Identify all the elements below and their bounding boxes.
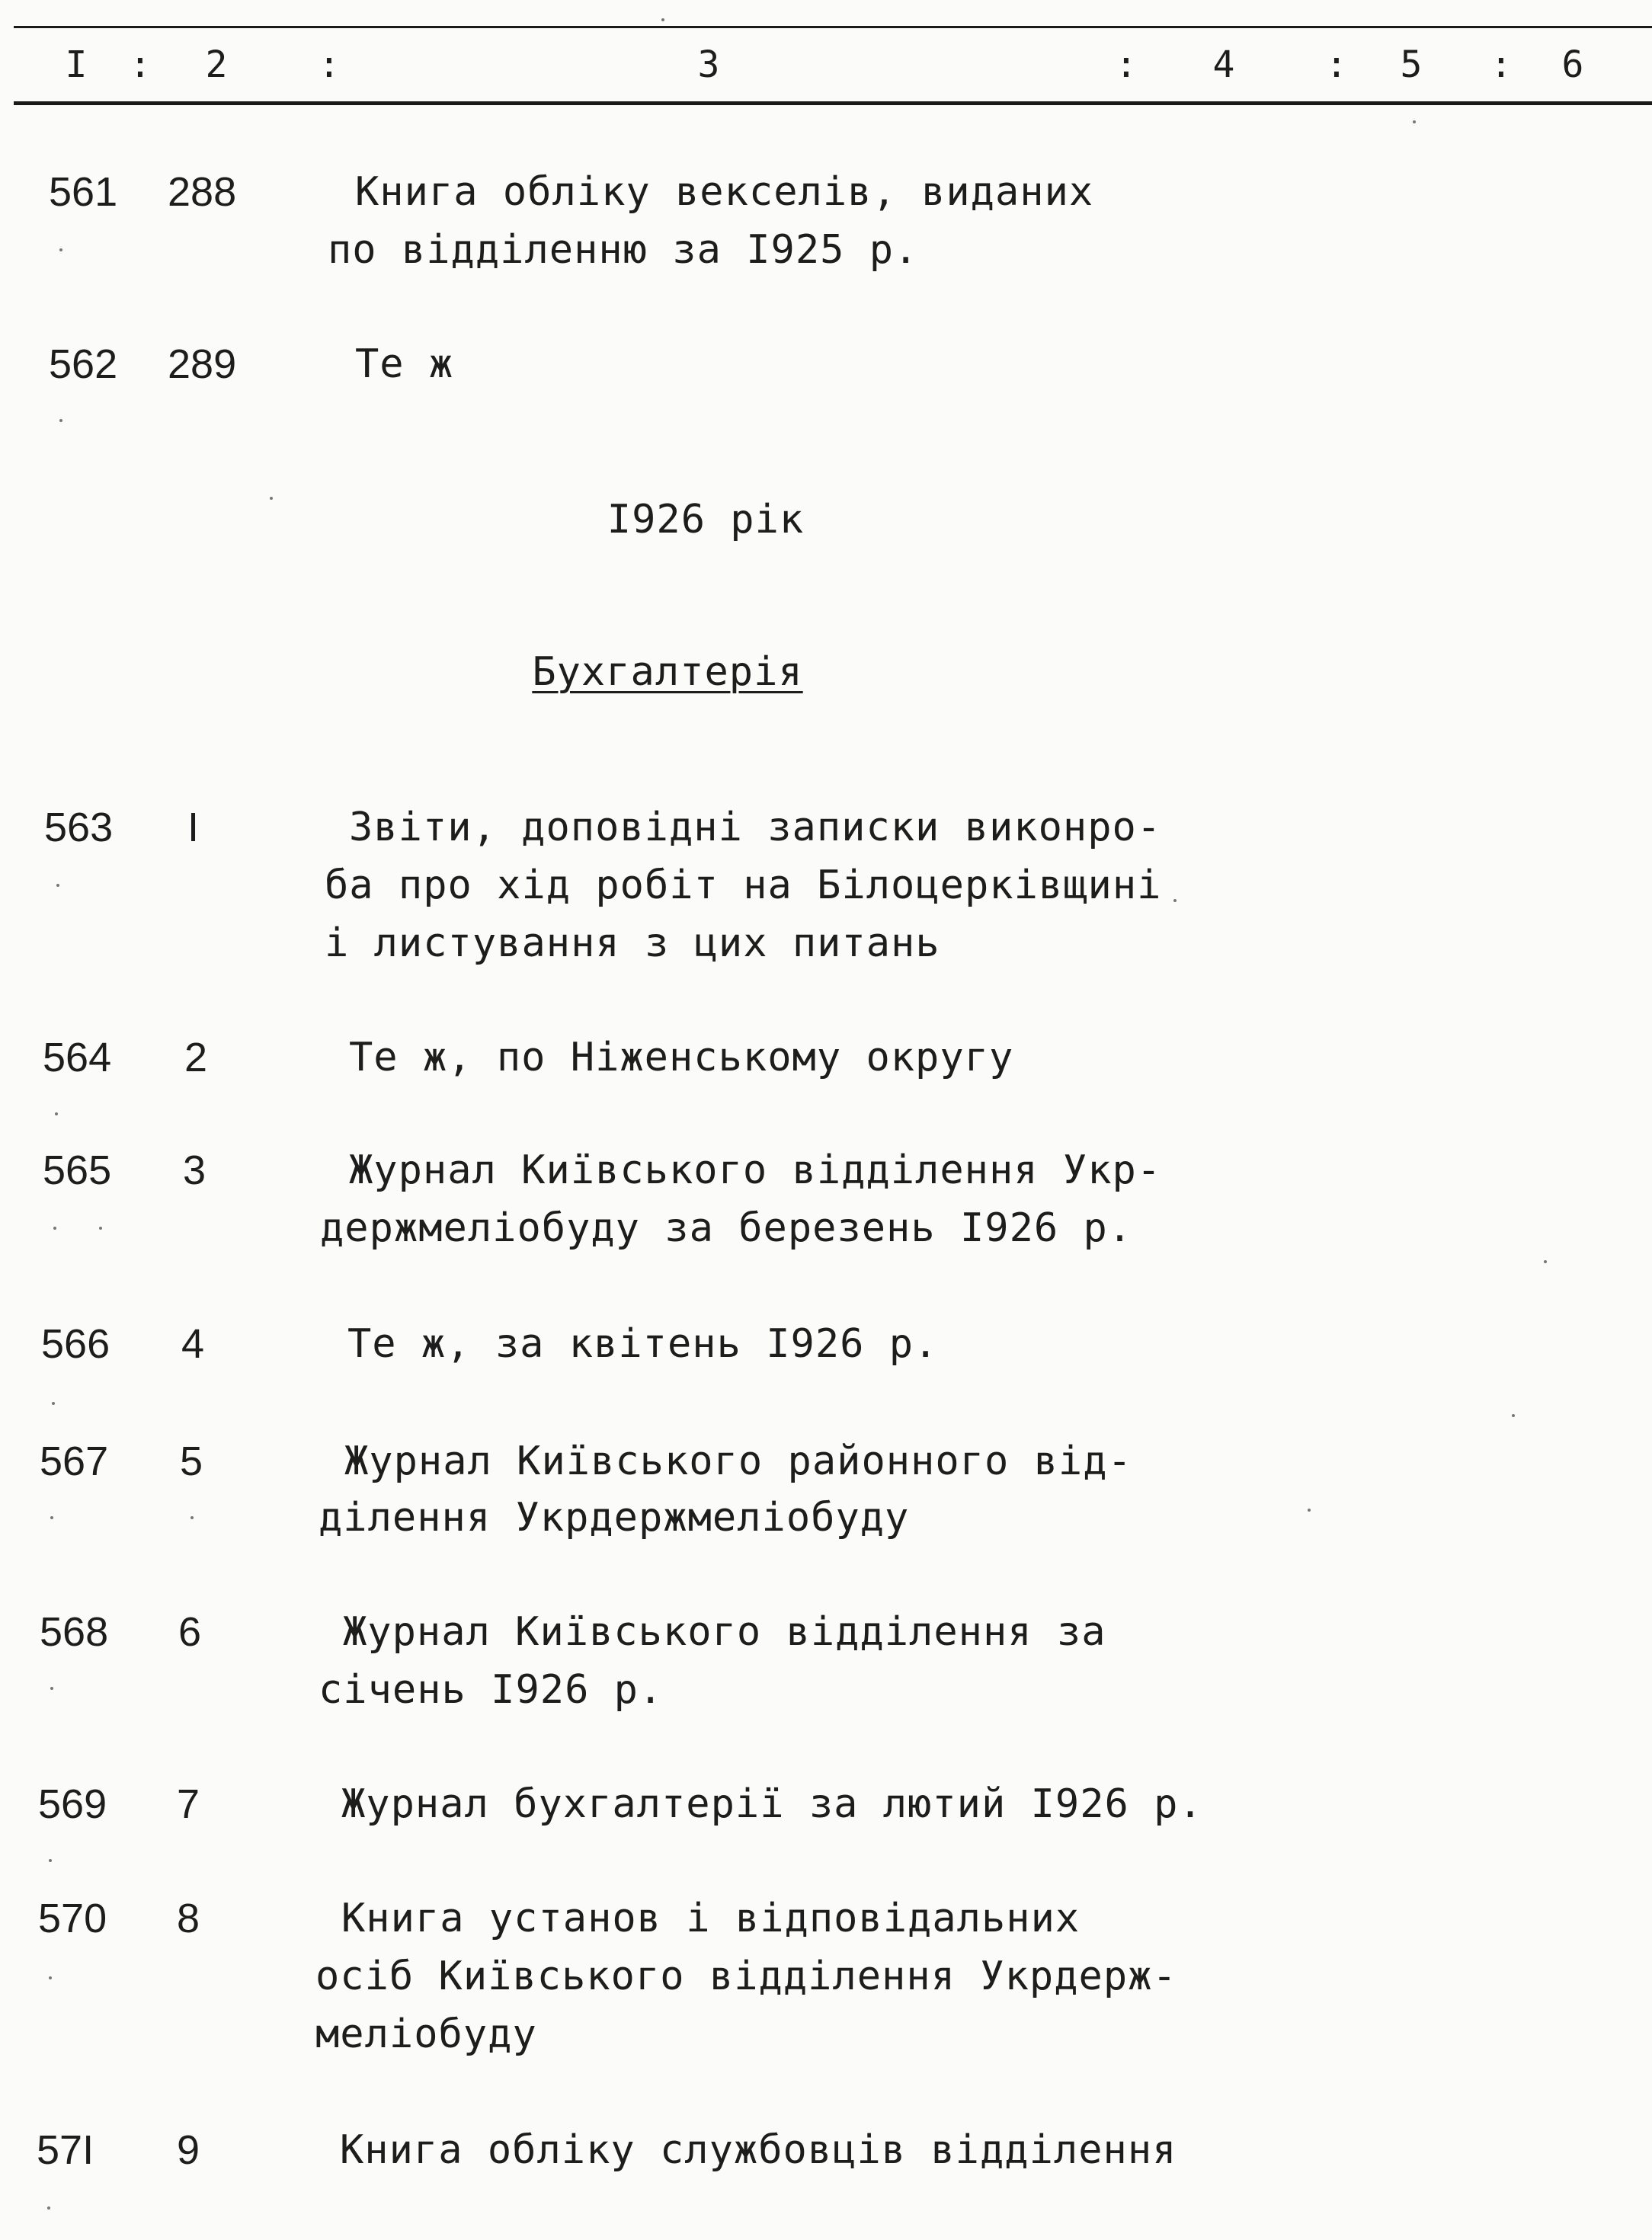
- entry-title-line: Книга установ і відповідальних: [341, 1896, 1081, 1941]
- case-number: 9: [177, 2127, 200, 2173]
- entry-title-line: Книга обліку службовців відділення: [340, 2127, 1177, 2173]
- scan-speck: [59, 248, 62, 251]
- entry-title-line: меліобуду: [315, 2011, 537, 2057]
- scan-speck: [99, 1227, 102, 1230]
- entry-number: 563: [44, 805, 114, 850]
- header-col-2: 2: [205, 43, 228, 86]
- scan-speck: [1413, 120, 1416, 123]
- section-heading: Бухгалтерія: [532, 649, 803, 695]
- header-col-4: 4: [1212, 43, 1235, 86]
- year-heading: I926 рік: [607, 497, 805, 542]
- header-col-1: I: [65, 43, 88, 86]
- entry-title-line: Те ж, за квітень I926 р.: [347, 1321, 939, 1367]
- scan-speck: [190, 1516, 194, 1519]
- entry-number: 566: [41, 1321, 110, 1367]
- header-col-6: 6: [1561, 43, 1584, 86]
- scan-speck: [1544, 1260, 1547, 1263]
- entry-title-line: Те ж: [355, 341, 454, 387]
- entry-title-line: Журнал Київського відділення за: [343, 1609, 1106, 1655]
- entry-number: 562: [49, 341, 118, 387]
- entry-number: 561: [49, 169, 118, 215]
- entry-number: 569: [38, 1781, 107, 1827]
- entry-title-line: Журнал Київського районного від-: [344, 1438, 1132, 1484]
- scan-speck: [49, 1859, 52, 1862]
- scan-speck: [53, 1227, 56, 1230]
- case-number: 7: [177, 1781, 200, 1827]
- header-separator-2: :: [318, 43, 341, 86]
- case-number: 6: [178, 1609, 202, 1655]
- case-number: 3: [183, 1147, 206, 1193]
- header-separator-1: :: [129, 43, 152, 86]
- entry-title-line: і листування з цих питань: [325, 920, 940, 966]
- scan-speck: [50, 1687, 53, 1690]
- case-number: 8: [177, 1896, 200, 1941]
- case-number: 289: [168, 341, 237, 387]
- entry-title-line: держмеліобуду за березень I926 р.: [320, 1205, 1133, 1251]
- scan-speck: [1308, 1509, 1311, 1512]
- case-number: 2: [184, 1035, 208, 1080]
- case-number: 5: [180, 1438, 203, 1484]
- scan-speck: [52, 1402, 55, 1405]
- entry-title-line: по відділенню за I925 р.: [328, 227, 919, 273]
- scan-speck: [1512, 1414, 1515, 1417]
- entry-number: 564: [43, 1035, 112, 1080]
- entry-title-line: осіб Київського відділення Укрдерж-: [315, 1954, 1177, 1999]
- scan-speck: [1173, 899, 1177, 902]
- case-number: 288: [168, 169, 237, 215]
- entry-title-line: Звіти, доповідні записки виконро-: [349, 805, 1162, 850]
- scan-speck: [47, 2206, 50, 2210]
- scan-speck: [50, 1516, 53, 1519]
- entry-number: 565: [43, 1147, 112, 1193]
- entry-title-line: Журнал Київського відділення Укр-: [349, 1147, 1162, 1193]
- scan-speck: [49, 1976, 52, 1979]
- scan-speck: [661, 18, 664, 21]
- scan-speck: [270, 497, 273, 500]
- scan-speck: [56, 884, 59, 887]
- entry-title-line: Те ж, по Ніженському округу: [349, 1035, 1014, 1080]
- entry-number: 568: [40, 1609, 109, 1655]
- entry-title-line: січень I926 р.: [319, 1667, 664, 1713]
- entry-number: 570: [38, 1896, 107, 1941]
- entry-number: 57I: [37, 2127, 94, 2173]
- entry-number: 567: [40, 1438, 109, 1484]
- scan-speck: [59, 419, 62, 422]
- header-col-5: 5: [1400, 43, 1423, 86]
- header-separator-5: :: [1490, 43, 1513, 86]
- entry-title-line: ділення Укрдержмеліобуду: [319, 1495, 910, 1541]
- header-bottom-rule: [14, 101, 1652, 105]
- header-separator-3: :: [1115, 43, 1138, 86]
- case-number: I: [187, 805, 200, 850]
- header-separator-4: :: [1325, 43, 1348, 86]
- scan-speck: [55, 1112, 58, 1115]
- entry-title-line: ба про хід робіт на Білоцерківщині: [325, 862, 1162, 908]
- entry-title-line: Журнал бухгалтерії за лютий I926 р.: [341, 1781, 1203, 1827]
- header-col-3: 3: [697, 43, 720, 86]
- header-top-rule: [14, 26, 1652, 28]
- entry-title-line: Книга обліку векселів, виданих: [355, 169, 1094, 215]
- case-number: 4: [181, 1321, 205, 1367]
